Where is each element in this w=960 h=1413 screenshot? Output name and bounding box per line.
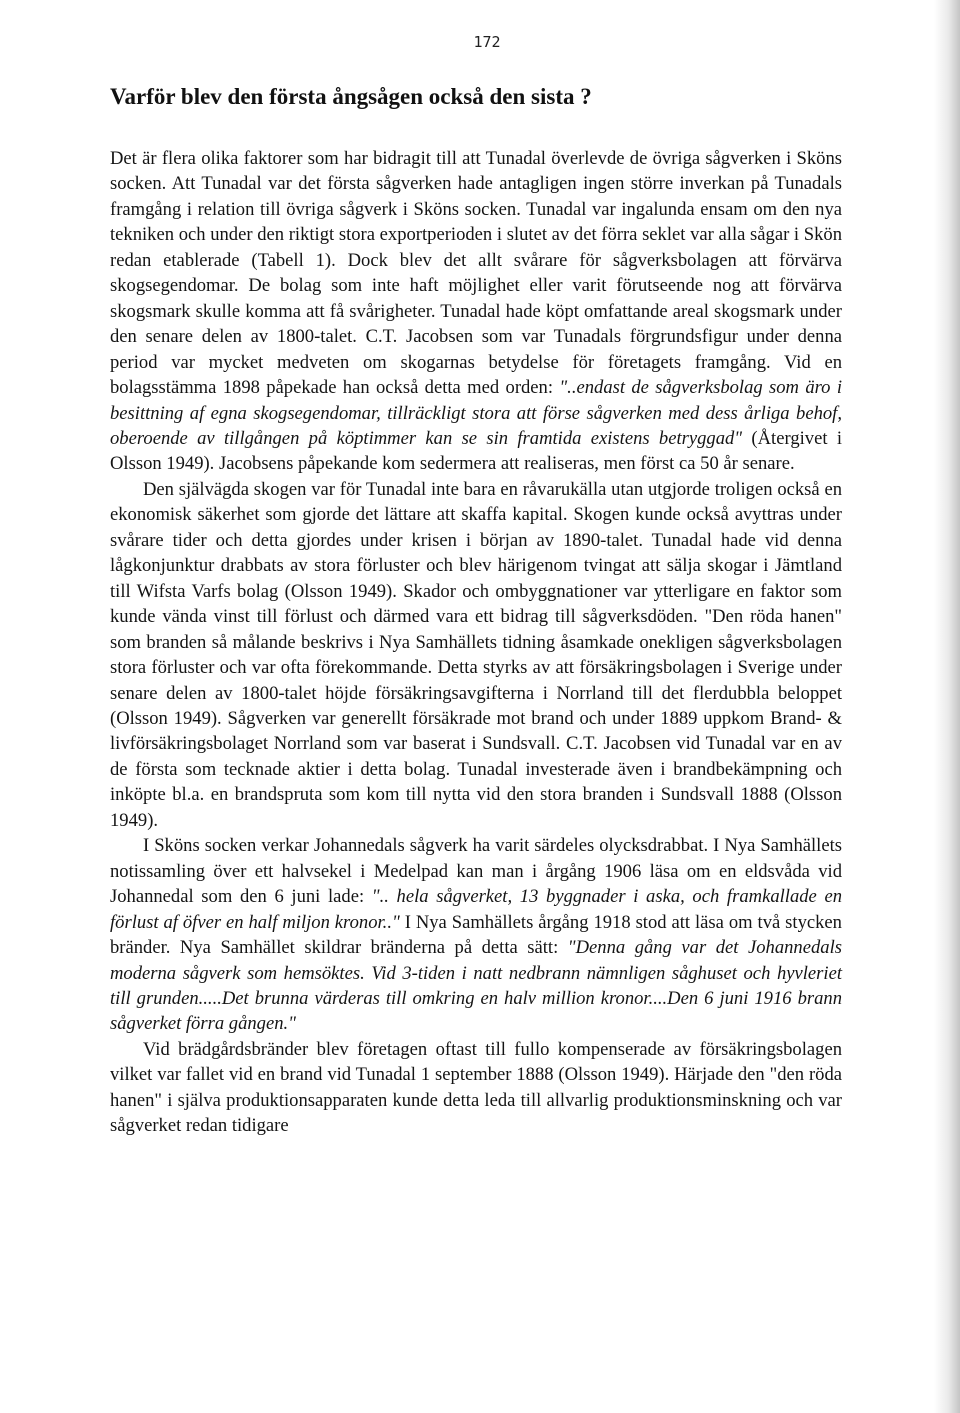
quoted-text: "..endast de sågverksbolag som äro i besittning af egna skogsegendomar, tillräckligt stora att förse sågverken med dess årliga behof, oberoende av tillgången på köptimmer kan se sin framtida existens betryggad" — [110, 377, 842, 449]
quoted-text: "Denna gång var det Johannedals moderna sågverk som hemsöktes. Vid 3-tiden i natt nedbrann nämnligen såghuset och hyvleriet till grunden.....Det brunna värderas till omkring en halv million kronor....Den 6 juni 1916 brann sågverket förra gången." — [110, 937, 842, 1035]
paragraph — [110, 833, 842, 1037]
paragraph-text: I Nya Samhällets årgång 1918 stod att läsa om två stycken bränder. Nya Samhället skildrar bränderna på detta sätt: — [110, 911, 842, 959]
page-number: 172 — [473, 33, 501, 51]
paragraph-text: I Sköns socken verkar Johannedals sågverk ha varit särdeles olycksdrabbat. I Nya Samhällets notissamling över ett halvsekel i Medelpad kan man i årgång 1906 läsa om en eldsvåda vid Johannedal som den 6 juni lade: — [110, 835, 842, 908]
body-text — [110, 146, 842, 1139]
section-heading: Varför blev den första ångsågen också den sista ? — [110, 84, 592, 109]
paragraph-text: (Återgivet i Olsson 1949). Jacobsens påpekande kom sedermera att realiseras, men först ca 50 år senare. — [110, 427, 842, 475]
scan-edge-shadow — [934, 0, 960, 1413]
paragraph-text: Vid brädgårdsbränder blev företagen oftast till fullo kompenserade av försäkringsbolagen vilket var fallet vid en brand vid Tunadal 1 september 1888 (Olsson 1949). Härjade den "den röda hanen" i själva produktionsapparaten kunde detta leda till allvarlig produktionsminskning och var sågverket redan tidigare — [110, 1038, 842, 1137]
quoted-text: ".. hela sågverket, 13 byggnader i aska, och framkallade en förlust af öfver en half miljon kronor.." — [110, 886, 842, 933]
paragraph — [110, 1037, 842, 1139]
paragraph — [110, 477, 842, 833]
paragraph-text: Det är flera olika faktorer som har bidragit till att Tunadal överlevde de övriga sågverken i Sköns socken. Att Tunadal var det första sågverken hade antagligen ingen större inverkan på Tunadals framgång i relation till övriga sågverk i Sköns socken. Tunadal var ingalunda ensam om den nya tekniken och under den riktigt stora exportperioden i slutet av det förra seklet var alla sågar i Skön redan etablerade (Tabell 1). Dock blev det allt svårare för sågverksbolagen att förvärva skogsegendomar. De bolag som inte haft möjlighet eller varit förutseende nog att förvärva skogsmark skulle komma att få svårigheter. Tunadal hade köpt omfattande areal skogsmark under den senare delen av 1800-talet. C.T. Jacobsen som var Tunadals förgrundsfigur under denna period var mycket medveten om skogarnas betydelse för företagets framgång. Vid en bolagsstämma 1898 påpekade han också detta med orden: — [110, 148, 842, 399]
paragraph — [110, 146, 842, 477]
paragraph-text: Den självägda skogen var för Tunadal inte bara en råvarukälla utan utgjorde troligen också en ekonomisk säkerhet som gjorde det lättare att skaffa kapital. Skogen kunde också avyttras under svårare tider och detta gjordes under krisen i början av 1890-talet. Tunadal hade vid denna lågkonjunktur drabbats av stora förluster och blev härigenom tvingat att sälja skogar i Jämtland till Wifsta Varfs bolag (Olsson 1949). Skador och ombyggnationer var ytterligare en faktor som kunde vända vinst till förlust och därmed vara ett bidrag till sågverksdöden. "Den röda hanen" som branden så målande beskrivs i Nya Samhällets tidning åsamkade onekligen sågverksbolagen stora förluster och var ofta förekommande. Detta styrks av att försäkringsbolagen i Sverige under senare delen av 1800-talet höjde försäkringsavgifterna i Norrland till det flerdubbla beloppet (Olsson 1949). Sågverken var generellt försäkrade mot brand och under 1889 uppkom Brand- & livförsäkringsbolaget Norrland som var baserat i Sundsvall. C.T. Jacobsen vid Tunadal var en av de första som tecknade aktier i detta bolag. Tunadal investerade även i brandbekämpning och inköpte bl.a. en brandspruta som kom till nytta vid den stora branden i Sundsvall 1888 (Olsson 1949). — [110, 478, 842, 831]
